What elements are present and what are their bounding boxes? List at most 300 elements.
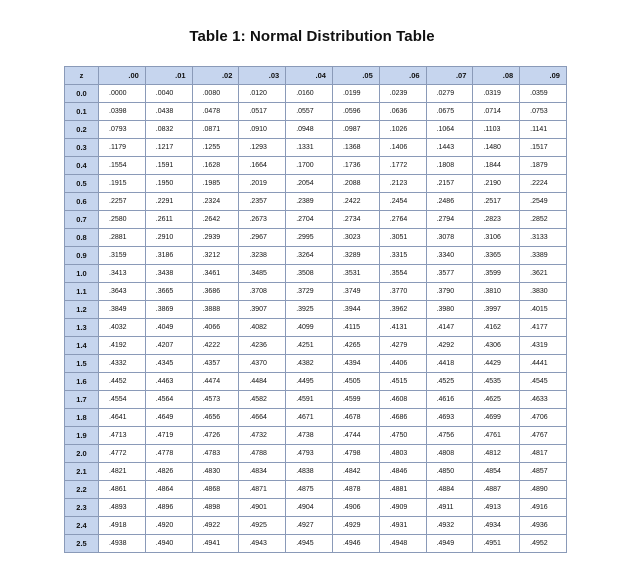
probability-cell: .4881 <box>379 481 426 499</box>
probability-cell: .2389 <box>286 193 333 211</box>
probability-cell: .4875 <box>286 481 333 499</box>
probability-cell: .4943 <box>239 535 286 553</box>
table-row <box>65 121 567 139</box>
probability-cell: .4783 <box>192 445 239 463</box>
column-header: z <box>65 67 99 85</box>
probability-cell: .3485 <box>239 265 286 283</box>
probability-cell: .4115 <box>332 319 379 337</box>
table-row <box>65 247 567 265</box>
probability-cell: .1844 <box>473 157 520 175</box>
probability-cell: .4878 <box>332 481 379 499</box>
table-row <box>65 427 567 445</box>
probability-cell: .4732 <box>239 427 286 445</box>
probability-cell: .4418 <box>426 355 473 373</box>
probability-cell: .4292 <box>426 337 473 355</box>
probability-cell: .4793 <box>286 445 333 463</box>
probability-cell: .3643 <box>99 283 146 301</box>
column-header: .02 <box>192 67 239 85</box>
probability-cell: .4850 <box>426 463 473 481</box>
probability-cell: .4918 <box>99 517 146 535</box>
probability-cell: .3888 <box>192 301 239 319</box>
probability-cell: .4535 <box>473 373 520 391</box>
probability-cell: .2734 <box>332 211 379 229</box>
probability-cell: .4890 <box>520 481 567 499</box>
probability-cell: .1985 <box>192 175 239 193</box>
probability-cell: .2967 <box>239 229 286 247</box>
probability-cell: .1950 <box>145 175 192 193</box>
probability-cell: .4582 <box>239 391 286 409</box>
table-row <box>65 481 567 499</box>
probability-cell: .0478 <box>192 103 239 121</box>
probability-cell: .0753 <box>520 103 567 121</box>
z-value-cell: 0.8 <box>65 229 99 247</box>
z-value-cell: 0.0 <box>65 85 99 103</box>
table-row <box>65 409 567 427</box>
probability-cell: .4772 <box>99 445 146 463</box>
probability-cell: .0359 <box>520 85 567 103</box>
probability-cell: .4861 <box>99 481 146 499</box>
probability-cell: .1064 <box>426 121 473 139</box>
probability-cell: .3869 <box>145 301 192 319</box>
probability-cell: .2673 <box>239 211 286 229</box>
z-value-cell: 0.4 <box>65 157 99 175</box>
probability-cell: .1293 <box>239 139 286 157</box>
probability-cell: .4893 <box>99 499 146 517</box>
z-value-cell: 0.9 <box>65 247 99 265</box>
probability-cell: .4929 <box>332 517 379 535</box>
z-value-cell: 1.1 <box>65 283 99 301</box>
probability-cell: .4319 <box>520 337 567 355</box>
table-row <box>65 337 567 355</box>
probability-cell: .4251 <box>286 337 333 355</box>
probability-cell: .4744 <box>332 427 379 445</box>
probability-cell: .4846 <box>379 463 426 481</box>
probability-cell: .2291 <box>145 193 192 211</box>
probability-cell: .2019 <box>239 175 286 193</box>
probability-cell: .1700 <box>286 157 333 175</box>
probability-cell: .0832 <box>145 121 192 139</box>
probability-cell: .4441 <box>520 355 567 373</box>
table-row <box>65 229 567 247</box>
column-header: .08 <box>473 67 520 85</box>
probability-cell: .4332 <box>99 355 146 373</box>
probability-cell: .0080 <box>192 85 239 103</box>
probability-cell: .4821 <box>99 463 146 481</box>
table-row <box>65 211 567 229</box>
probability-cell: .4901 <box>239 499 286 517</box>
probability-cell: .4573 <box>192 391 239 409</box>
table-row <box>65 265 567 283</box>
probability-cell: .4608 <box>379 391 426 409</box>
table-row <box>65 517 567 535</box>
probability-cell: .3238 <box>239 247 286 265</box>
z-value-cell: 1.3 <box>65 319 99 337</box>
probability-cell: .3577 <box>426 265 473 283</box>
probability-cell: .1368 <box>332 139 379 157</box>
probability-cell: .4812 <box>473 445 520 463</box>
probability-cell: .4394 <box>332 355 379 373</box>
probability-cell: .4931 <box>379 517 426 535</box>
probability-cell: .1517 <box>520 139 567 157</box>
z-value-cell: 2.2 <box>65 481 99 499</box>
probability-cell: .4641 <box>99 409 146 427</box>
probability-cell: .1736 <box>332 157 379 175</box>
probability-cell: .0636 <box>379 103 426 121</box>
probability-cell: .0948 <box>286 121 333 139</box>
probability-cell: .0987 <box>332 121 379 139</box>
normal-distribution-table <box>64 66 567 553</box>
probability-cell: .2852 <box>520 211 567 229</box>
probability-cell: .4750 <box>379 427 426 445</box>
probability-cell: .2123 <box>379 175 426 193</box>
probability-cell: .1406 <box>379 139 426 157</box>
probability-cell: .2881 <box>99 229 146 247</box>
probability-cell: .2642 <box>192 211 239 229</box>
probability-cell: .4857 <box>520 463 567 481</box>
probability-cell: .4147 <box>426 319 473 337</box>
probability-cell: .2939 <box>192 229 239 247</box>
probability-cell: .4693 <box>426 409 473 427</box>
probability-cell: .2549 <box>520 193 567 211</box>
probability-cell: .4484 <box>239 373 286 391</box>
probability-cell: .4591 <box>286 391 333 409</box>
probability-cell: .4726 <box>192 427 239 445</box>
probability-cell: .1664 <box>239 157 286 175</box>
table-row <box>65 193 567 211</box>
probability-cell: .3133 <box>520 229 567 247</box>
probability-cell: .4279 <box>379 337 426 355</box>
probability-cell: .3186 <box>145 247 192 265</box>
table-row <box>65 283 567 301</box>
probability-cell: .3554 <box>379 265 426 283</box>
probability-cell: .4738 <box>286 427 333 445</box>
probability-cell: .3078 <box>426 229 473 247</box>
probability-cell: .4887 <box>473 481 520 499</box>
probability-cell: .4222 <box>192 337 239 355</box>
probability-cell: .3264 <box>286 247 333 265</box>
probability-cell: .2054 <box>286 175 333 193</box>
table-row <box>65 301 567 319</box>
table-row <box>65 85 567 103</box>
z-value-cell: 2.0 <box>65 445 99 463</box>
probability-cell: .4265 <box>332 337 379 355</box>
probability-cell: .4599 <box>332 391 379 409</box>
probability-cell: .2324 <box>192 193 239 211</box>
z-value-cell: 2.3 <box>65 499 99 517</box>
probability-cell: .1179 <box>99 139 146 157</box>
probability-cell: .4922 <box>192 517 239 535</box>
probability-cell: .2257 <box>99 193 146 211</box>
probability-cell: .4515 <box>379 373 426 391</box>
z-value-cell: 2.4 <box>65 517 99 535</box>
probability-cell: .3790 <box>426 283 473 301</box>
probability-cell: .2764 <box>379 211 426 229</box>
probability-cell: .0040 <box>145 85 192 103</box>
probability-cell: .3340 <box>426 247 473 265</box>
probability-cell: .4945 <box>286 535 333 553</box>
probability-cell: .4925 <box>239 517 286 535</box>
probability-cell: .0675 <box>426 103 473 121</box>
probability-cell: .3944 <box>332 301 379 319</box>
probability-cell: .3708 <box>239 283 286 301</box>
probability-cell: .4952 <box>520 535 567 553</box>
probability-cell: .0398 <box>99 103 146 121</box>
probability-cell: .1217 <box>145 139 192 157</box>
probability-cell: .2910 <box>145 229 192 247</box>
probability-cell: .1480 <box>473 139 520 157</box>
probability-cell: .4927 <box>286 517 333 535</box>
probability-cell: .4871 <box>239 481 286 499</box>
probability-cell: .4671 <box>286 409 333 427</box>
probability-cell: .1443 <box>426 139 473 157</box>
probability-cell: .3508 <box>286 265 333 283</box>
z-value-cell: 1.7 <box>65 391 99 409</box>
probability-cell: .0871 <box>192 121 239 139</box>
probability-cell: .1141 <box>520 121 567 139</box>
probability-cell: .4842 <box>332 463 379 481</box>
probability-cell: .4406 <box>379 355 426 373</box>
probability-cell: .3159 <box>99 247 146 265</box>
probability-cell: .4898 <box>192 499 239 517</box>
probability-cell: .3980 <box>426 301 473 319</box>
probability-cell: .4948 <box>379 535 426 553</box>
z-value-cell: 1.9 <box>65 427 99 445</box>
probability-cell: .4906 <box>332 499 379 517</box>
probability-cell: .3621 <box>520 265 567 283</box>
probability-cell: .4817 <box>520 445 567 463</box>
probability-cell: .3962 <box>379 301 426 319</box>
probability-cell: .4864 <box>145 481 192 499</box>
probability-cell: .3729 <box>286 283 333 301</box>
probability-cell: .4896 <box>145 499 192 517</box>
probability-cell: .4099 <box>286 319 333 337</box>
probability-cell: .4761 <box>473 427 520 445</box>
probability-cell: .4904 <box>286 499 333 517</box>
probability-cell: .4463 <box>145 373 192 391</box>
z-value-cell: 2.5 <box>65 535 99 553</box>
probability-cell: .4803 <box>379 445 426 463</box>
probability-cell: .1915 <box>99 175 146 193</box>
probability-cell: .2580 <box>99 211 146 229</box>
header-row <box>65 67 567 85</box>
probability-cell: .2517 <box>473 193 520 211</box>
probability-cell: .4678 <box>332 409 379 427</box>
probability-cell: .3599 <box>473 265 520 283</box>
probability-cell: .3770 <box>379 283 426 301</box>
probability-cell: .4357 <box>192 355 239 373</box>
probability-cell: .4236 <box>239 337 286 355</box>
probability-cell: .0120 <box>239 85 286 103</box>
probability-cell: .4082 <box>239 319 286 337</box>
probability-cell: .0319 <box>473 85 520 103</box>
probability-cell: .2611 <box>145 211 192 229</box>
probability-cell: .4756 <box>426 427 473 445</box>
table-row <box>65 391 567 409</box>
column-header: .03 <box>239 67 286 85</box>
probability-cell: .4868 <box>192 481 239 499</box>
probability-cell: .4938 <box>99 535 146 553</box>
table-row <box>65 535 567 553</box>
probability-cell: .2088 <box>332 175 379 193</box>
table-body <box>65 85 567 553</box>
probability-cell: .0557 <box>286 103 333 121</box>
table-row <box>65 463 567 481</box>
probability-cell: .4382 <box>286 355 333 373</box>
probability-cell: .4664 <box>239 409 286 427</box>
probability-cell: .4913 <box>473 499 520 517</box>
z-value-cell: 1.2 <box>65 301 99 319</box>
z-value-cell: 0.5 <box>65 175 99 193</box>
probability-cell: .4656 <box>192 409 239 427</box>
probability-cell: .4192 <box>99 337 146 355</box>
probability-cell: .3438 <box>145 265 192 283</box>
column-header: .09 <box>520 67 567 85</box>
probability-cell: .3997 <box>473 301 520 319</box>
probability-cell: .4788 <box>239 445 286 463</box>
z-value-cell: 0.2 <box>65 121 99 139</box>
probability-cell: .3023 <box>332 229 379 247</box>
probability-cell: .4525 <box>426 373 473 391</box>
probability-cell: .4951 <box>473 535 520 553</box>
probability-cell: .4834 <box>239 463 286 481</box>
probability-cell: .2157 <box>426 175 473 193</box>
probability-cell: .4911 <box>426 499 473 517</box>
probability-cell: .2823 <box>473 211 520 229</box>
probability-cell: .0239 <box>379 85 426 103</box>
probability-cell: .0910 <box>239 121 286 139</box>
probability-cell: .4131 <box>379 319 426 337</box>
z-value-cell: 1.0 <box>65 265 99 283</box>
probability-cell: .0199 <box>332 85 379 103</box>
probability-cell: .4932 <box>426 517 473 535</box>
table-row <box>65 373 567 391</box>
probability-cell: .0714 <box>473 103 520 121</box>
z-value-cell: 1.5 <box>65 355 99 373</box>
probability-cell: .3749 <box>332 283 379 301</box>
table-row <box>65 157 567 175</box>
probability-cell: .4934 <box>473 517 520 535</box>
probability-cell: .4713 <box>99 427 146 445</box>
table-row <box>65 499 567 517</box>
table-title: Table 1: Normal Distribution Table <box>189 28 435 45</box>
column-header: .00 <box>99 67 146 85</box>
probability-cell: .3289 <box>332 247 379 265</box>
probability-cell: .4838 <box>286 463 333 481</box>
probability-cell: .4909 <box>379 499 426 517</box>
probability-cell: .4633 <box>520 391 567 409</box>
probability-cell: .4649 <box>145 409 192 427</box>
z-value-cell: 0.1 <box>65 103 99 121</box>
probability-cell: .3907 <box>239 301 286 319</box>
probability-cell: .4162 <box>473 319 520 337</box>
probability-cell: .4429 <box>473 355 520 373</box>
z-value-cell: 1.8 <box>65 409 99 427</box>
probability-cell: .2357 <box>239 193 286 211</box>
probability-cell: .3051 <box>379 229 426 247</box>
probability-cell: .4306 <box>473 337 520 355</box>
probability-cell: .4949 <box>426 535 473 553</box>
z-value-cell: 1.6 <box>65 373 99 391</box>
probability-cell: .3413 <box>99 265 146 283</box>
probability-cell: .4941 <box>192 535 239 553</box>
column-header: .07 <box>426 67 473 85</box>
probability-cell: .4625 <box>473 391 520 409</box>
probability-cell: .3686 <box>192 283 239 301</box>
probability-cell: .3106 <box>473 229 520 247</box>
table-row <box>65 355 567 373</box>
probability-cell: .2486 <box>426 193 473 211</box>
probability-cell: .4778 <box>145 445 192 463</box>
probability-cell: .1103 <box>473 121 520 139</box>
probability-cell: .4940 <box>145 535 192 553</box>
probability-cell: .4830 <box>192 463 239 481</box>
probability-cell: .2995 <box>286 229 333 247</box>
probability-cell: .4452 <box>99 373 146 391</box>
probability-cell: .4345 <box>145 355 192 373</box>
probability-cell: .4545 <box>520 373 567 391</box>
probability-cell: .4554 <box>99 391 146 409</box>
probability-cell: .4564 <box>145 391 192 409</box>
probability-cell: .4826 <box>145 463 192 481</box>
probability-cell: .4920 <box>145 517 192 535</box>
z-value-cell: 0.3 <box>65 139 99 157</box>
probability-cell: .4686 <box>379 409 426 427</box>
probability-cell: .4474 <box>192 373 239 391</box>
probability-cell: .3665 <box>145 283 192 301</box>
probability-cell: .1554 <box>99 157 146 175</box>
probability-cell: .0793 <box>99 121 146 139</box>
probability-cell: .4854 <box>473 463 520 481</box>
probability-cell: .4767 <box>520 427 567 445</box>
probability-cell: .3810 <box>473 283 520 301</box>
z-value-cell: 2.1 <box>65 463 99 481</box>
probability-cell: .0160 <box>286 85 333 103</box>
probability-cell: .3849 <box>99 301 146 319</box>
probability-cell: .2704 <box>286 211 333 229</box>
probability-cell: .0000 <box>99 85 146 103</box>
probability-cell: .0517 <box>239 103 286 121</box>
probability-cell: .4066 <box>192 319 239 337</box>
z-value-cell: 1.4 <box>65 337 99 355</box>
probability-cell: .3925 <box>286 301 333 319</box>
probability-cell: .3389 <box>520 247 567 265</box>
probability-cell: .1591 <box>145 157 192 175</box>
probability-cell: .1026 <box>379 121 426 139</box>
probability-cell: .2190 <box>473 175 520 193</box>
probability-cell: .4495 <box>286 373 333 391</box>
probability-cell: .3365 <box>473 247 520 265</box>
probability-cell: .1808 <box>426 157 473 175</box>
probability-cell: .4616 <box>426 391 473 409</box>
probability-cell: .3830 <box>520 283 567 301</box>
probability-cell: .4049 <box>145 319 192 337</box>
table-row <box>65 175 567 193</box>
probability-cell: .3315 <box>379 247 426 265</box>
probability-cell: .4916 <box>520 499 567 517</box>
z-value-cell: 0.6 <box>65 193 99 211</box>
probability-cell: .4946 <box>332 535 379 553</box>
probability-cell: .0596 <box>332 103 379 121</box>
probability-cell: .0438 <box>145 103 192 121</box>
probability-cell: .1772 <box>379 157 426 175</box>
column-header: .01 <box>145 67 192 85</box>
probability-cell: .4015 <box>520 301 567 319</box>
probability-cell: .4370 <box>239 355 286 373</box>
probability-cell: .4936 <box>520 517 567 535</box>
table-row <box>65 139 567 157</box>
probability-cell: .1628 <box>192 157 239 175</box>
probability-cell: .1331 <box>286 139 333 157</box>
